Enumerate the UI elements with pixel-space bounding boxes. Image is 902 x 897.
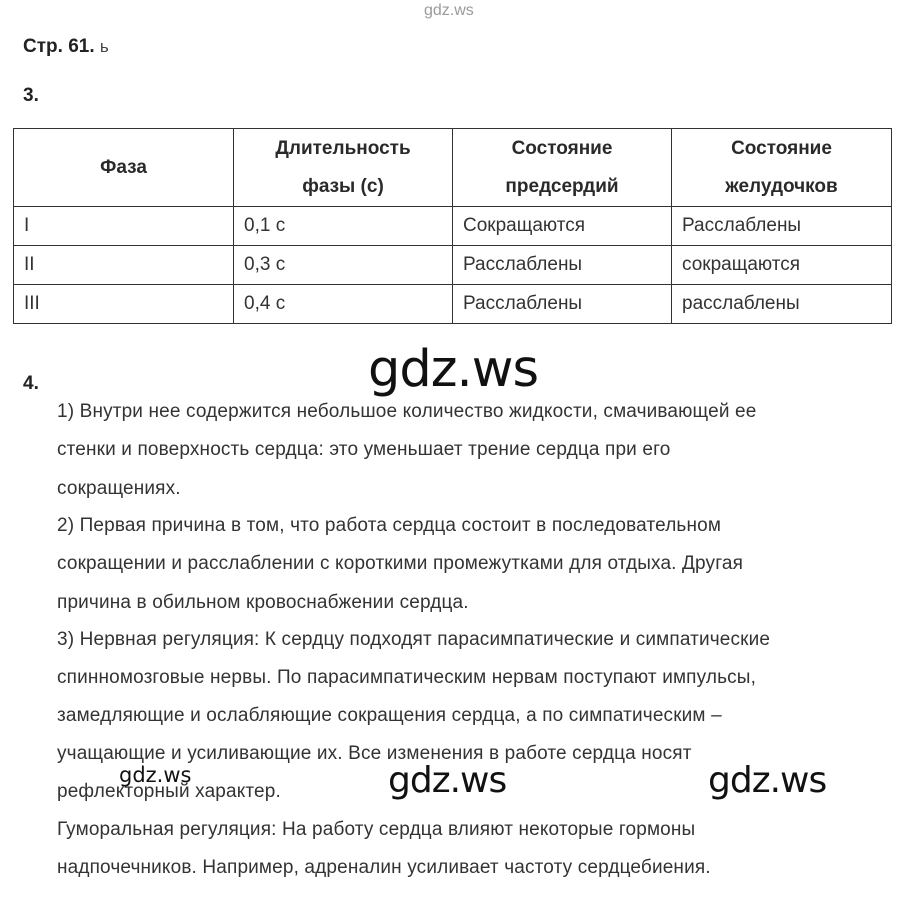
- header-atria-line-1: Состояние: [511, 137, 613, 159]
- answer-line: 3) Нервная регуляция: К сердцу подходят парасимпатические и симпатические: [57, 629, 771, 650]
- watermark-bottom-center: gdz.ws: [388, 760, 507, 801]
- answer-line: спинномозговые нервы. По парасимпатическим нервам поступают импульсы,: [57, 667, 757, 688]
- page-heading-glyph: ь: [99, 37, 109, 56]
- answer-line: надпочечников. Например, адреналин усиливает частоту сердцебиения.: [57, 857, 711, 878]
- table-cell-atria: Расслаблены: [453, 285, 672, 324]
- answer-line: учащающие и усиливающие их. Все изменения в работе сердца носят: [57, 743, 692, 764]
- header-ventricles: [672, 129, 892, 207]
- table-header-row: [14, 129, 892, 207]
- table-cell-duration: 0,3 с: [234, 246, 453, 285]
- table-cell-phase: II: [14, 246, 234, 285]
- header-duration-line-2: фазы (с): [302, 175, 384, 197]
- watermark-bottom-left: gdz.ws: [119, 763, 192, 787]
- answer-line: стенки и поверхность сердца: это уменьшает трение сердца при его: [57, 439, 671, 460]
- table-cell-atria: Расслаблены: [453, 246, 672, 285]
- table-row: [14, 207, 892, 246]
- page-heading: [23, 36, 109, 58]
- section-number-4: 4.: [23, 373, 39, 394]
- table-cell-duration: 0,4 с: [234, 285, 453, 324]
- table-cell-ventricles: Расслаблены: [672, 207, 892, 246]
- answer-line: 2) Первая причина в том, что работа сердца состоит в последовательном: [57, 515, 722, 536]
- header-atria: [453, 129, 672, 207]
- answer-line: сокращениях.: [57, 478, 181, 499]
- header-duration: [234, 129, 453, 207]
- answer-line: 1) Внутри нее содержится небольшое количество жидкости, смачивающей ее: [57, 401, 757, 422]
- answer-line: причина в обильном кровоснабжении сердца.: [57, 592, 469, 613]
- table-cell-ventricles: расслаблены: [672, 285, 892, 324]
- answer-line: сокращении и расслаблении с короткими промежутками для отдыха. Другая: [57, 553, 744, 574]
- header-phase-line: Фаза: [100, 156, 147, 178]
- header-ventricles-line-1: Состояние: [731, 137, 832, 159]
- header-duration-line-1: Длительность: [275, 137, 411, 159]
- watermark-center: gdz.ws: [368, 340, 539, 399]
- table-cell-duration: 0,1 с: [234, 207, 453, 246]
- table-cell-phase: I: [14, 207, 234, 246]
- table-cell-atria: Сокращаются: [453, 207, 672, 246]
- answer-line: замедляющие и ослабляющие сокращения сердца, а по симпатическим –: [57, 705, 722, 726]
- table-cell-ventricles: сокращаются: [672, 246, 892, 285]
- header-atria-line-2: предсердий: [505, 175, 619, 197]
- table-row: [14, 246, 892, 285]
- answer-line: Гуморальная регуляция: На работу сердца влияют некоторые гормоны: [57, 819, 696, 840]
- watermark-bottom-right: gdz.ws: [708, 760, 827, 801]
- phase-table: [13, 128, 892, 324]
- page-heading-title: Стр. 61.: [23, 36, 95, 57]
- table-row: [14, 285, 892, 324]
- answer-line: рефлекторный характер.: [57, 781, 281, 802]
- table-cell-phase: III: [14, 285, 234, 324]
- watermark-top: gdz.ws: [424, 2, 474, 19]
- header-ventricles-line-2: желудочков: [725, 175, 838, 197]
- section-number-3: 3.: [23, 85, 39, 106]
- header-phase: [14, 129, 234, 207]
